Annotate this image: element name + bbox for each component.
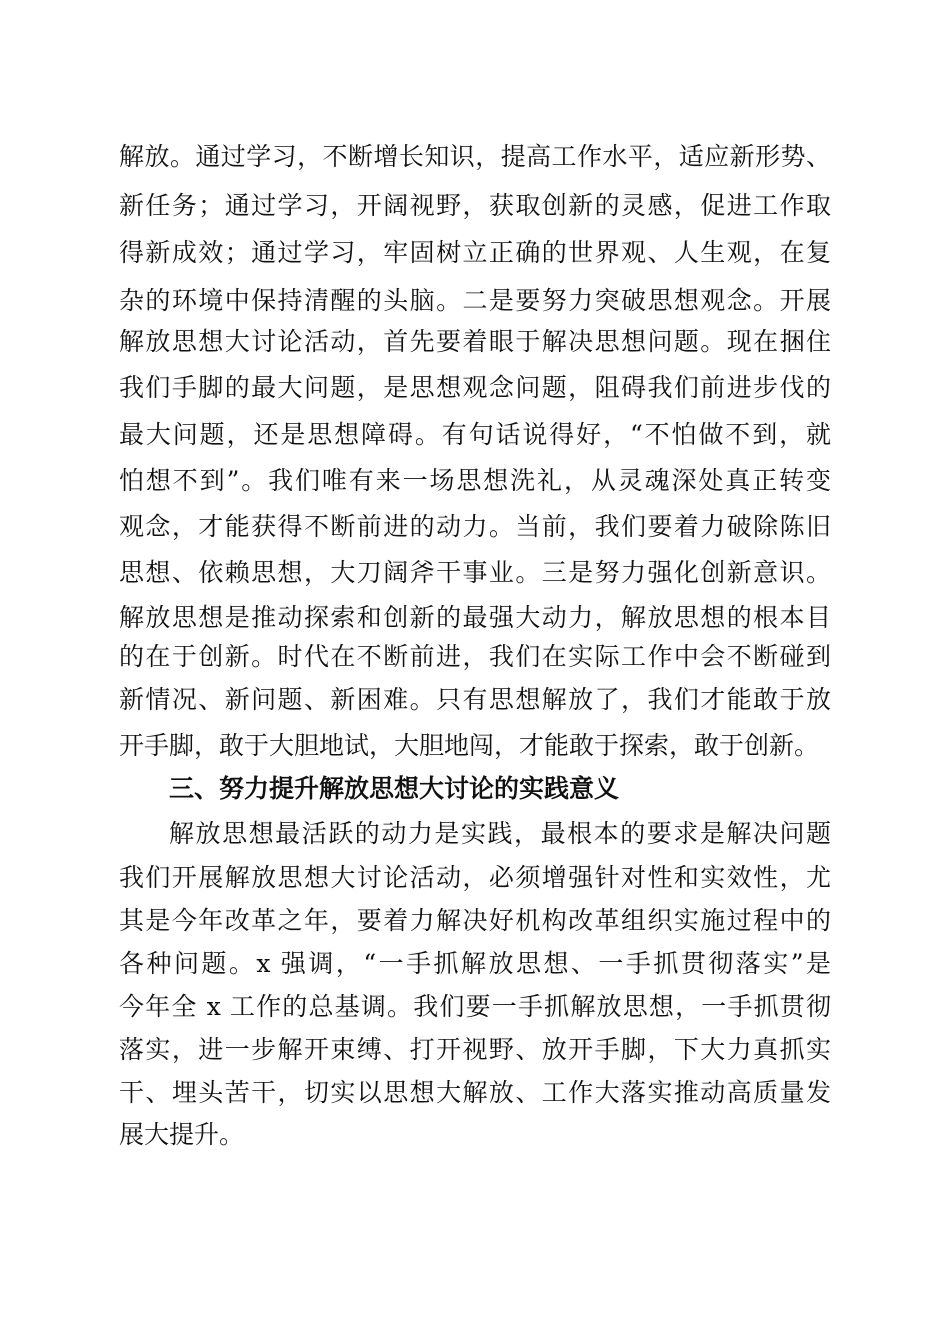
paragraph-1-line: 最大问题，还是思想障碍。有句话说得好，“不怕做不到，就 (119, 420, 831, 449)
paragraph-1-line: 解放。通过学习，不断增长知识，提高工作水平，适应新形势、 (119, 142, 831, 171)
paragraph-1-line: 观念，才能获得不断前进的动力。当前，我们要着力破除陈旧 (119, 512, 831, 541)
paragraph-1-line: 的在于创新。时代在不断前进，我们在实际工作中会不断碰到 (119, 642, 831, 671)
section-heading: 三、努力提升解放思想大讨论的实践意义 (169, 774, 620, 803)
paragraph-2-line: 展大提升。 (119, 1120, 245, 1149)
paragraph-2-line: 我们开展解放思想大讨论活动，必须增强针对性和实效性，尤 (119, 863, 831, 892)
paragraph-1-line: 新情况、新问题、新困难。只有思想解放了，我们才能敢于放 (119, 685, 831, 714)
paragraph-1-line: 解放思想是推动探索和创新的最强大动力，解放思想的根本目 (119, 603, 831, 632)
paragraph-2-line: 各种问题。x 强调，“一手抓解放思想、一手抓贯彻落实”是 (119, 949, 831, 978)
paragraph-1-line: 解放思想大讨论活动，首先要着眼于解决思想问题。现在捆住 (119, 327, 831, 356)
paragraph-1-line: 我们手脚的最大问题，是思想观念问题，阻碍我们前进步伐的 (119, 373, 831, 402)
paragraph-1-line: 思想、依赖思想，大刀阔斧干事业。三是努力强化创新意识。 (119, 558, 831, 587)
paragraph-1-line: 开手脚，敢于大胆地试，大胆地闯，才能敢于探索，敢于创新。 (119, 731, 820, 760)
paragraph-2-line: 其是今年改革之年，要着力解决好机构改革组织实施过程中的 (119, 906, 831, 935)
paragraph-1-line: 新任务；通过学习，开阔视野，获取创新的灵感，促进工作取 (119, 191, 831, 220)
paragraph-2-line: 解放思想最活跃的动力是实践，最根本的要求是解决问题 (169, 819, 831, 848)
paragraph-2-line: 今年全 x 工作的总基调。我们要一手抓解放思想，一手抓贯彻 (119, 992, 831, 1021)
paragraph-1-line: 杂的环境中保持清醒的头脑。二是要努力突破思想观念。开展 (119, 286, 831, 315)
paragraph-1-line: 怕想不到”。我们唯有来一场思想洗礼，从灵魂深处真正转变 (119, 466, 831, 495)
paragraph-1-line: 得新成效；通过学习，牢固树立正确的世界观、人生观，在复 (119, 238, 831, 267)
paragraph-2-line: 落实，进一步解开束缚、打开视野、放开手脚，下大力真抓实 (119, 1035, 831, 1064)
paragraph-2-line: 干、埋头苦干，切实以思想大解放、工作大落实推动高质量发 (119, 1078, 831, 1107)
